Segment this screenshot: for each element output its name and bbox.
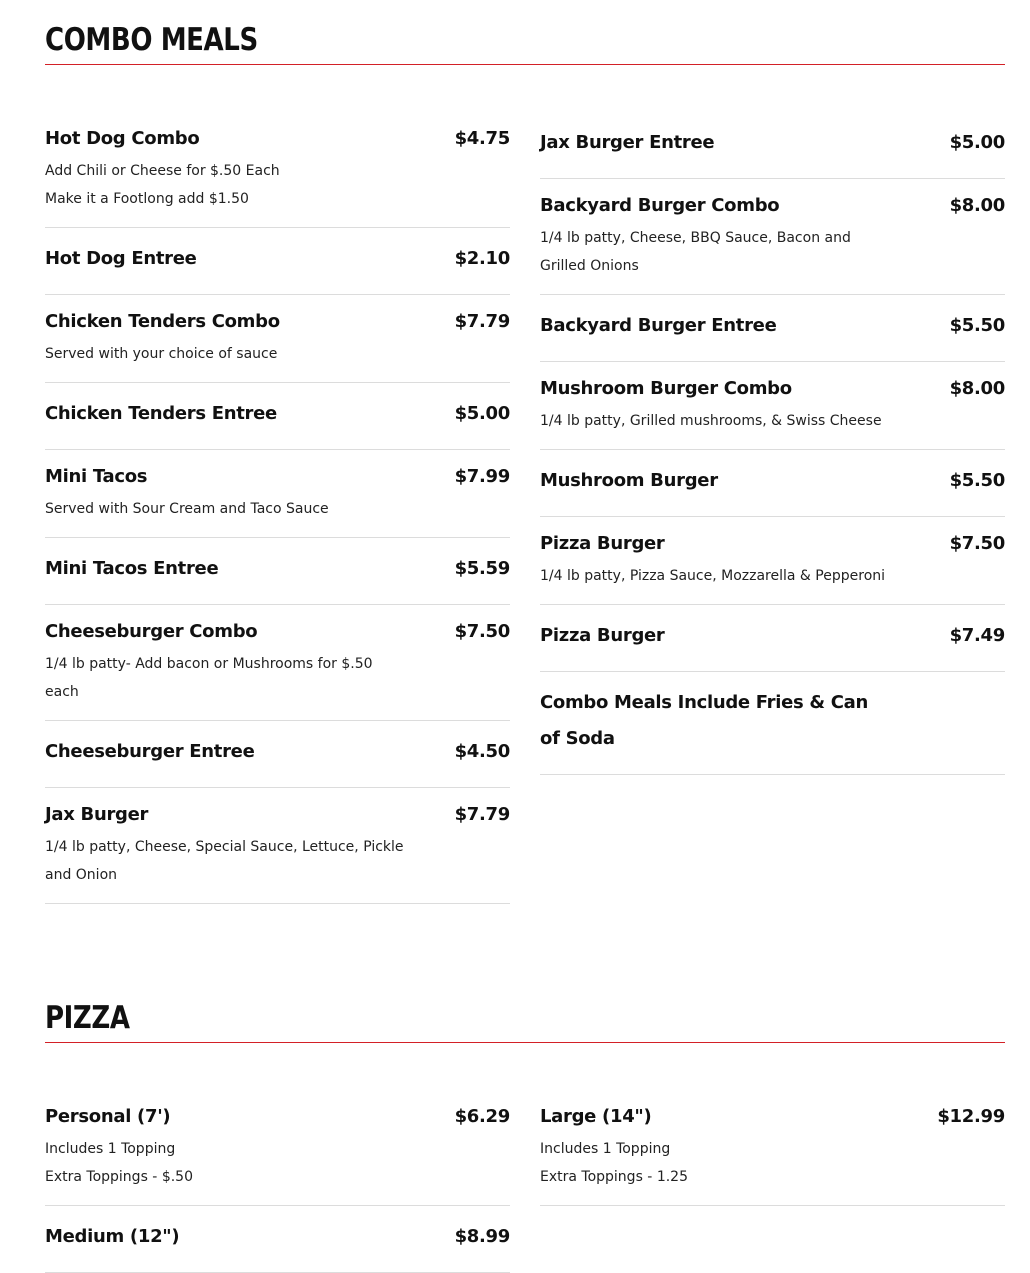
menu-item-price: $4.50 (454, 741, 510, 762)
menu-item (540, 295, 1005, 362)
section-divider (45, 1042, 1005, 1043)
menu-item (540, 179, 1005, 295)
pizza-left-column (45, 1090, 510, 1273)
menu-item-price: $7.79 (454, 804, 510, 825)
menu-item-description: 1/4 lb patty, Cheese, BBQ Sauce, Bacon and Grilled Onions (540, 230, 851, 274)
menu-item-header (540, 125, 1005, 161)
pizza-columns (45, 1090, 1005, 1273)
menu-item-header (45, 304, 510, 340)
menu-item-price: $7.79 (454, 311, 510, 332)
menu-item-name: Large (14") (540, 1106, 652, 1127)
menu-item-description: Make it a Footlong add $1.50 (45, 191, 249, 207)
menu-item (45, 788, 510, 904)
pizza-right-column (540, 1090, 1005, 1273)
menu-item-header (45, 396, 510, 432)
menu-item-header (45, 614, 510, 650)
menu-item-header (45, 459, 510, 495)
menu-item-header (540, 1099, 1005, 1135)
menu-item (45, 383, 510, 450)
menu-item-description: Extra Toppings - $.50 (45, 1169, 193, 1185)
menu-item-name: Jax Burger (45, 804, 149, 825)
menu-item-header (540, 308, 1005, 344)
menu-item-name: Pizza Burger (540, 625, 665, 646)
menu-item (45, 605, 510, 721)
menu-item-description: Extra Toppings - 1.25 (540, 1169, 688, 1185)
menu-item (540, 605, 1005, 672)
menu-item-name: Cheeseburger Entree (45, 741, 255, 762)
menu-item-name: Backyard Burger Combo (540, 195, 780, 216)
combo-meals-section (45, 20, 1005, 904)
menu-item-price: $7.50 (454, 621, 510, 642)
combo-columns (45, 112, 1005, 904)
menu-item (45, 538, 510, 605)
menu-item-name: Medium (12") (45, 1226, 180, 1247)
menu-item-name: Mushroom Burger Combo (540, 378, 792, 399)
menu-item (45, 112, 510, 228)
menu-item (540, 672, 1005, 775)
menu-item-name: Chicken Tenders Entree (45, 403, 277, 424)
menu-item-description: Add Chili or Cheese for $.50 Each (45, 163, 280, 179)
menu-item-header (540, 618, 1005, 654)
menu-item-name: Hot Dog Combo (45, 128, 200, 149)
menu-item-name: Cheeseburger Combo (45, 621, 258, 642)
menu-item-name: Combo Meals Include Fries & Can of Soda (540, 692, 869, 749)
menu-item-name: Mini Tacos Entree (45, 558, 219, 579)
menu-item-description: 1/4 lb patty, Pizza Sauce, Mozzarella & Pepperoni (540, 568, 886, 584)
menu-item-price: $5.00 (949, 132, 1005, 153)
menu-item-header (45, 121, 510, 157)
menu-item (540, 1090, 1005, 1206)
menu-item (45, 450, 510, 538)
menu-item (45, 228, 510, 295)
menu-item-price: $8.99 (454, 1226, 510, 1247)
menu-item-name: Hot Dog Entree (45, 248, 197, 269)
menu-item-price: $5.00 (454, 403, 510, 424)
menu-item-header (45, 551, 510, 587)
menu-item-price: $4.75 (454, 128, 510, 149)
pizza-section (45, 998, 1005, 1273)
menu-item (540, 112, 1005, 179)
menu-item-price: $8.00 (949, 378, 1005, 399)
menu-item (540, 450, 1005, 517)
menu-item-price: $7.99 (454, 466, 510, 487)
menu-item-name: Backyard Burger Entree (540, 315, 777, 336)
menu-item-description: 1/4 lb patty, Cheese, Special Sauce, Lettuce, Pickle and Onion (45, 839, 404, 883)
menu-item-price: $2.10 (454, 248, 510, 269)
menu-item (45, 1090, 510, 1206)
menu-item-price: $5.50 (949, 315, 1005, 336)
menu-item-name: Mushroom Burger (540, 470, 718, 491)
menu-item-header (45, 797, 510, 833)
menu-item (45, 721, 510, 788)
menu-item-header (540, 526, 1005, 562)
menu-item-header (45, 1219, 510, 1255)
menu-item (45, 1206, 510, 1273)
menu-item-name: Jax Burger Entree (540, 132, 715, 153)
section-title: COMBO MEALS (45, 22, 258, 58)
section-title: PIZZA (45, 1000, 130, 1036)
menu-item-price: $5.59 (454, 558, 510, 579)
combo-left-column (45, 112, 510, 904)
menu-item-name: Mini Tacos (45, 466, 148, 487)
menu-item-header (540, 463, 1005, 499)
menu-item (45, 295, 510, 383)
menu-item-price: $5.50 (949, 470, 1005, 491)
menu-item-price: $7.50 (949, 533, 1005, 554)
section-divider (45, 64, 1005, 65)
menu-item-header (540, 371, 1005, 407)
menu-item-description: Served with your choice of sauce (45, 346, 278, 362)
menu-item-price: $7.49 (949, 625, 1005, 646)
menu-item (540, 362, 1005, 450)
menu-item-header (45, 1099, 510, 1135)
menu-item-name: Chicken Tenders Combo (45, 311, 280, 332)
menu-item-description: Includes 1 Topping (540, 1141, 671, 1157)
combo-right-column (540, 112, 1005, 904)
menu-item-name: Personal (7') (45, 1106, 171, 1127)
menu-item (540, 517, 1005, 605)
menu-item-description: Served with Sour Cream and Taco Sauce (45, 501, 329, 517)
menu-item-name: Pizza Burger (540, 533, 665, 554)
menu-item-price: $8.00 (949, 195, 1005, 216)
menu-item-price: $6.29 (454, 1106, 510, 1127)
menu-item-header (540, 685, 1005, 757)
menu-item-header (45, 241, 510, 277)
menu-item-header (45, 734, 510, 770)
menu-item-description: 1/4 lb patty, Grilled mushrooms, & Swiss Cheese (540, 413, 882, 429)
menu-item-description: 1/4 lb patty- Add bacon or Mushrooms for $.50 each (45, 656, 373, 700)
menu-item-header (540, 188, 1005, 224)
menu-item-price: $12.99 (937, 1106, 1005, 1127)
menu-item-description: Includes 1 Topping (45, 1141, 176, 1157)
